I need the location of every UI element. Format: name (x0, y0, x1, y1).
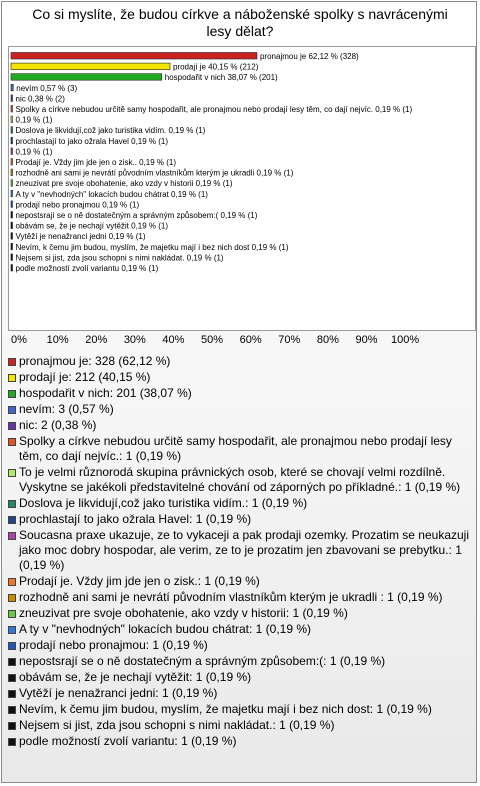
legend-item (8, 638, 474, 653)
bar-label-18: Nevím, k čemu jim budou, myslím, že majetku mají i bez nich dost 0,19 % (1) (15, 242, 289, 252)
legend-label: nevím: 3 (0,57 %) (19, 402, 114, 416)
legend-swatch (8, 738, 16, 746)
legend-item (8, 590, 474, 605)
bar-14 (11, 201, 13, 208)
x-tick-label: 20% (85, 334, 108, 346)
bar-label-2: hospodařit v nich 38,07 % (201) (164, 73, 278, 83)
bar-12 (11, 180, 13, 187)
x-axis (0, 334, 480, 348)
legend-label: prodají je: 212 (40,15 %) (19, 370, 151, 384)
legend-label: rozhodně ani sami je nevrátí původním vlastníkům kterým je ukradli : 1 (0,19 %) (19, 590, 443, 604)
legend-label: nepostsrají se o ně dostatečným a správným způsobem:(: 1 (0,19 %) (19, 654, 386, 668)
bar-4 (11, 95, 13, 102)
bar-label-10: Prodají je. Vždy jim jde jen o zisk.. 0,19 % (1) (15, 158, 177, 167)
x-tick-label: 0% (11, 334, 27, 346)
legend-label: zneuzivat pre svoje obohatenie, ako vzdy v historii: 1 (0,19 %) (19, 606, 348, 620)
bar-17 (11, 233, 13, 240)
bar-label-16: obávám se, že je nechají vytěžit 0,19 % (1) (15, 221, 169, 231)
bar-7 (11, 127, 13, 134)
bar-label-17: Vytěží je nenažranci jedni 0,19 % (1) (15, 232, 146, 242)
bar-label-1: prodají je 40,15 % (212) (172, 62, 259, 72)
x-tick-label: 30% (123, 334, 146, 346)
bar-label-3: nevím 0,57 % (3) (16, 83, 78, 93)
legend-swatch (8, 358, 16, 366)
chart-title-line-1: Co si myslíte, že budou církve a náboženské spolky s navrácenými (32, 6, 448, 22)
x-tick-label: 60% (239, 334, 262, 346)
bar-20 (11, 265, 13, 272)
legend-label: Soucasna praxe ukazuje, ze to vykaceji a pak prodaji ozemky. Prozatim se neukazuji jako moc dobry hospodar, ale verim, ze to je prozatim jen zbavovani se prebytku.: 1 (0,19 %) (19, 528, 470, 572)
legend-swatch (8, 658, 16, 666)
legend-item (8, 402, 474, 417)
bar-5 (11, 106, 13, 113)
legend-label: hospodařit v nich: 201 (38,07 %) (19, 386, 192, 400)
bar-label-5: Spolky a církve nebudou určitě samy hospodařit, ale pronajmou nebo prodají lesy těm, co dají nejvíc. 0,19 % (1) (15, 105, 413, 114)
legend-swatch (8, 516, 16, 524)
bar-0 (11, 53, 257, 60)
bar-label-6: 0,19 % (1) (15, 115, 53, 125)
legend-swatch (8, 722, 16, 730)
x-tick-label: 90% (355, 334, 378, 346)
legend-item (8, 496, 474, 511)
bar-label-13: A ty v "nevhodných" lokacích budou chátrat 0,19 % (1) (15, 189, 208, 199)
legend-item (8, 734, 474, 749)
legend-item (8, 686, 474, 701)
legend (8, 354, 474, 750)
legend-item (8, 370, 474, 385)
x-tick-label: 50% (201, 334, 224, 346)
legend-swatch (8, 674, 16, 682)
plot-area (8, 46, 476, 331)
legend-item (8, 512, 474, 527)
legend-swatch (8, 626, 16, 634)
legend-swatch (8, 390, 16, 398)
legend-swatch (8, 374, 16, 382)
bar-label-9: 0,19 % (1) (15, 147, 53, 157)
legend-swatch (8, 578, 16, 586)
bar-label-0: pronajmou je 62,12 % (328) (259, 52, 359, 61)
legend-item (8, 654, 474, 669)
legend-swatch (8, 469, 16, 477)
x-tick-label: 10% (46, 334, 69, 346)
bar-13 (11, 190, 13, 197)
legend-swatch (8, 610, 16, 618)
bar-15 (11, 212, 13, 219)
x-tick-label: 100% (391, 334, 420, 346)
x-tick-label: 80% (316, 334, 339, 346)
legend-swatch (8, 642, 16, 650)
legend-swatch (8, 594, 16, 602)
legend-item (8, 434, 474, 464)
bar-2 (11, 74, 162, 81)
bar-label-20: podle možností zvolí variantu 0,19 % (1) (15, 264, 159, 273)
chart-title (0, 6, 480, 40)
bar-label-8: prochlastají to jako ožrala Havel 0,19 % (1) (15, 136, 169, 146)
legend-item (8, 718, 474, 733)
legend-label: Spolky a církve nebudou určitě samy hospodařit, ale pronajmou nebo prodají lesy těm, co dají nejvíc.: 1 (0,19 %) (19, 434, 452, 463)
legend-item (8, 354, 474, 369)
bar-label-11: rozhodně ani sami je nevrátí původním vlastníkům kterým je ukradli 0,19 % (1) (15, 168, 294, 178)
bar-label-12: zneuzivat pre svoje obohatenie, ako vzdy v historii 0,19 % (1) (15, 179, 233, 189)
legend-item (8, 702, 474, 717)
bar-label-19: Nejsem si jist, zda jsou schopni s nimi nakládat. 0,19 % (1) (15, 253, 224, 263)
legend-item (8, 670, 474, 685)
bar-18 (11, 243, 13, 250)
legend-label: podle možností zvolí variantu: 1 (0,19 %) (19, 734, 237, 748)
legend-item (8, 386, 474, 401)
legend-label: Vytěží je nenažranci jedni: 1 (0,19 %) (19, 686, 218, 700)
legend-label: prodají nebo pronajmou: 1 (0,19 %) (19, 638, 208, 652)
legend-label: Prodají je. Vždy jim jde jen o zisk.: 1 (0,19 %) (19, 574, 260, 588)
legend-item (8, 574, 474, 589)
legend-label: Doslova je likvidují,což jako turistika vidím.: 1 (0,19 %) (19, 496, 308, 510)
bar-11 (11, 169, 13, 176)
legend-label: Nevím, k čemu jim budou, myslím, že majetku mají i bez nich dost: 1 (0,19 %) (19, 702, 432, 716)
bar-9 (11, 148, 13, 155)
legend-item (8, 418, 474, 433)
bar-label-7: Doslova je likvidují,což jako turistika vidím. 0,19 % (1) (15, 126, 206, 136)
legend-swatch (8, 690, 16, 698)
bar-6 (11, 116, 13, 123)
legend-item (8, 465, 474, 495)
bar-10 (11, 159, 13, 166)
legend-label: nic: 2 (0,38 %) (19, 418, 97, 432)
legend-swatch (8, 706, 16, 714)
legend-item (8, 528, 474, 573)
legend-label: pronajmou je: 328 (62,12 %) (19, 354, 171, 368)
legend-label: obávám se, že je nechají vytěžit: 1 (0,19 %) (19, 670, 252, 684)
chart-title-line-2: lesy dělat? (206, 23, 274, 39)
legend-label: Nejsem si jist, zda jsou schopni s nimi nakládat.: 1 (0,19 %) (19, 718, 335, 732)
bar-3 (11, 84, 13, 91)
bar-16 (11, 222, 13, 229)
legend-item (8, 622, 474, 637)
legend-swatch (8, 500, 16, 508)
legend-swatch (8, 532, 16, 540)
legend-swatch (8, 438, 16, 446)
bar-chart-svg (9, 47, 475, 330)
legend-item (8, 606, 474, 621)
bar-label-14: prodají nebo pronajmou 0,19 % (1) (15, 200, 140, 210)
legend-label: prochlastají to jako ožrala Havel: 1 (0,19 %) (19, 512, 252, 526)
bar-label-15: nepostsrají se o ně dostatečným a správným způsobem:( 0,19 % (1) (15, 211, 258, 220)
bar-8 (11, 137, 13, 144)
legend-label: A ty v "nevhodných" lokacích budou chátrat: 1 (0,19 %) (19, 622, 312, 636)
bar-1 (11, 63, 170, 70)
legend-swatch (8, 406, 16, 414)
bar-label-4: nic 0,38 % (2) (15, 94, 65, 104)
legend-label: To je velmi různorodá skupina právnických osob, které se chovají velmi rozdílně. Vyskytne se jakékoli představitelné chování od záporných po příkladné.: 1 (0,19 %) (19, 465, 461, 494)
x-tick-label: 40% (162, 334, 185, 346)
legend-swatch (8, 422, 16, 430)
x-tick-label: 70% (278, 334, 301, 346)
bar-19 (11, 254, 13, 261)
